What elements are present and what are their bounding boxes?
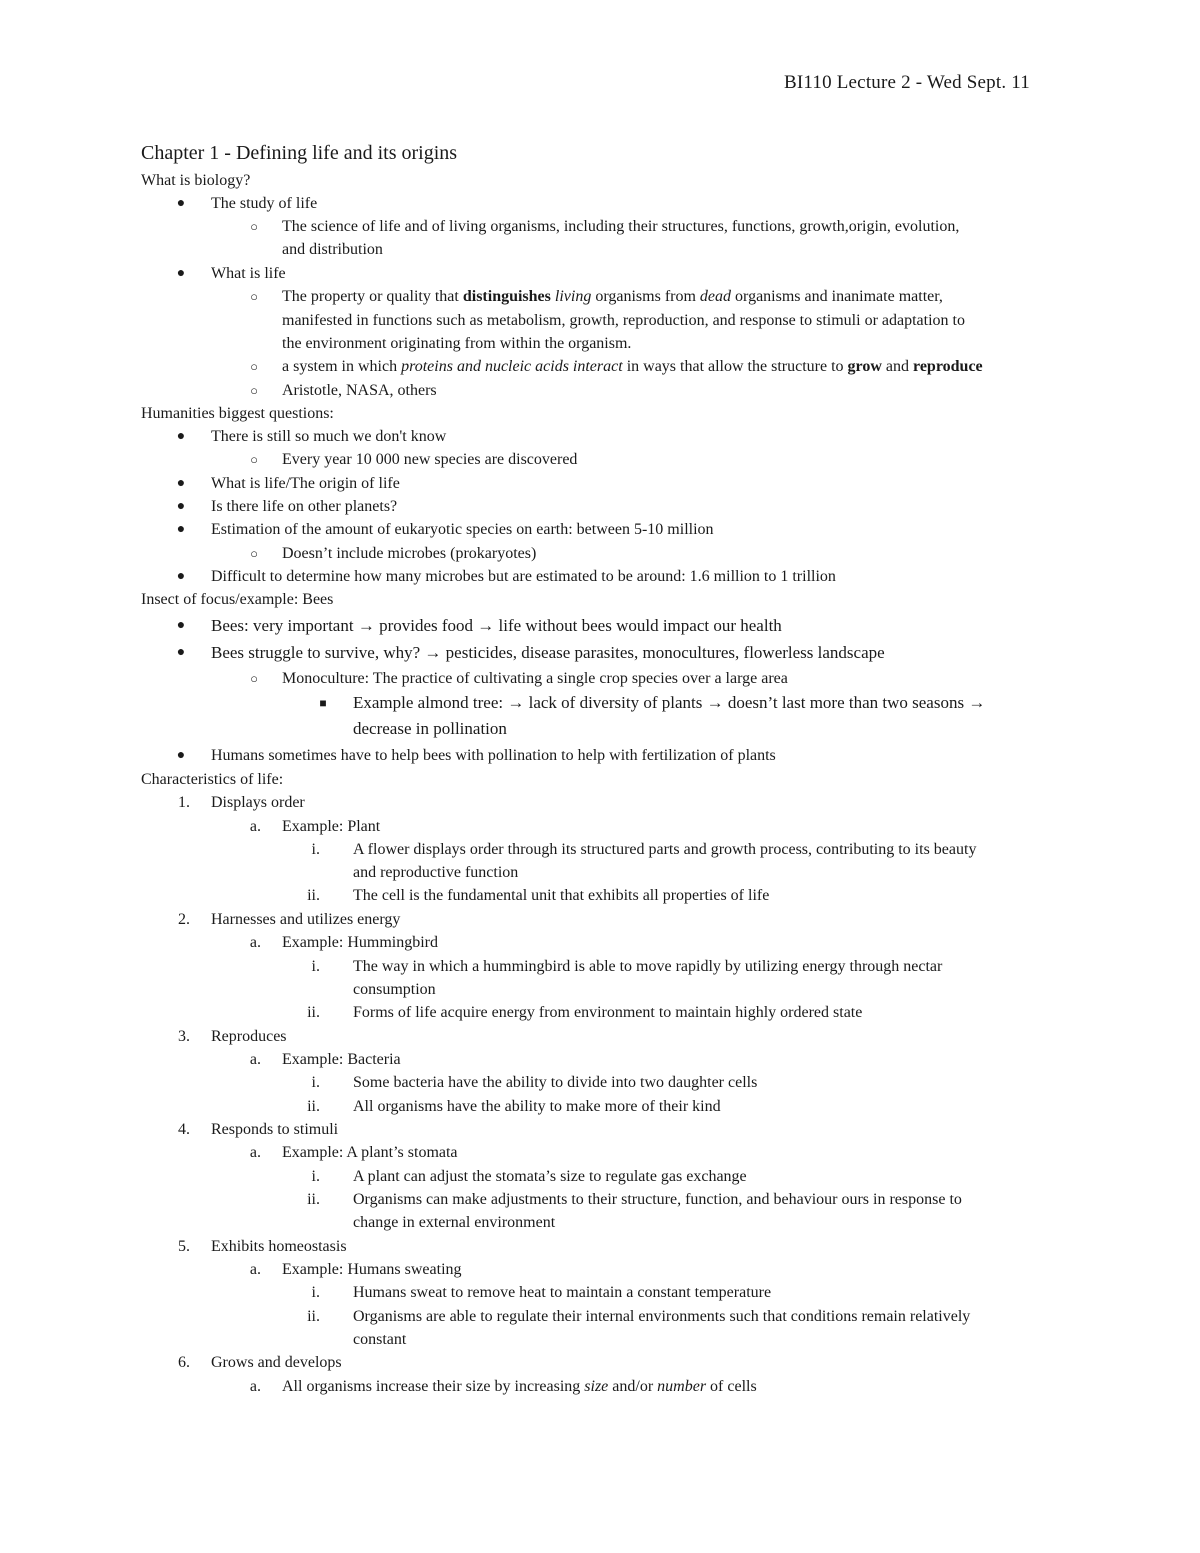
list-item: Organisms are able to regulate their internal environments such that conditions remain relatively	[353, 1308, 971, 1325]
list-item-continuation: the environment originating from within the organism.	[282, 335, 632, 352]
list-roman: ii.	[307, 1098, 320, 1115]
list-item: What is life/The origin of life	[211, 475, 400, 492]
list-item: Example: Bacteria	[282, 1051, 401, 1068]
bullet-circle: ○	[250, 452, 258, 467]
bold-term: grow	[847, 358, 882, 375]
list-item: Grows and develops	[211, 1354, 342, 1371]
list-item: Example almond tree: → lack of diversity of plants → doesn’t last more than two seasons →	[353, 693, 986, 712]
text-run: and/or	[608, 1378, 658, 1395]
list-item: Organisms can make adjustments to their structure, function, and behaviour ours in response to	[353, 1191, 962, 1208]
list-item: Example: A plant’s stomata	[282, 1144, 458, 1161]
list-item: Displays order	[211, 794, 305, 811]
text-run: in ways that allow the structure to	[622, 358, 848, 375]
list-item: Forms of life acquire energy from environment to maintain highly ordered state	[353, 1004, 863, 1021]
list-item: Reproduces	[211, 1028, 287, 1045]
list-number: 6.	[178, 1354, 190, 1371]
bullet-circle: ○	[250, 289, 258, 304]
list-letter: a.	[249, 1378, 261, 1395]
list-item: Every year 10 000 new species are discovered	[282, 451, 578, 468]
list-item: Monoculture: The practice of cultivating a single crop species over a large area	[282, 670, 788, 687]
list-roman: ii.	[307, 1004, 320, 1021]
list-item: Example: Humans sweating	[282, 1261, 462, 1278]
bold-term: distinguishes	[462, 288, 551, 305]
list-item: Estimation of the amount of eukaryotic species on earth: between 5-10 million	[211, 521, 714, 538]
bullet-circle: ○	[250, 546, 258, 561]
list-number: 1.	[178, 794, 190, 811]
list-roman: ii.	[307, 1308, 320, 1325]
list-item: The study of life	[211, 195, 318, 212]
list-number: 5.	[178, 1238, 190, 1255]
list-item: There is still so much we don't know	[211, 428, 447, 445]
list-item-continuation: manifested in functions such as metabolism, growth, reproduction, and response to stimuli or adaptation to	[282, 312, 965, 329]
list-item-continuation: and distribution	[282, 241, 383, 258]
list-item: A plant can adjust the stomata’s size to regulate gas exchange	[353, 1168, 747, 1185]
list-roman: i.	[311, 841, 320, 858]
bullet-disc: ●	[176, 476, 186, 491]
list-item: Responds to stimuli	[211, 1121, 339, 1138]
bullet-disc: ●	[176, 569, 186, 584]
list-item-continuation: decrease in pollination	[353, 719, 507, 738]
text-run: organisms from	[591, 288, 700, 305]
list-item: Humans sometimes have to help bees with pollination to help with fertilization of plants	[211, 747, 776, 764]
list-letter: a.	[249, 818, 261, 835]
list-item	[282, 287, 943, 307]
bullet-circle: ○	[250, 359, 258, 374]
list-letter: a.	[249, 1144, 261, 1161]
bullet-square: ■	[319, 696, 327, 710]
text-run: All organisms increase their size by increasing	[282, 1378, 585, 1395]
list-item: Doesn’t include microbes (prokaryotes)	[282, 545, 537, 562]
italic-term: proteins and nucleic acids interact	[401, 358, 623, 375]
italic-term: number	[657, 1378, 707, 1395]
list-item-continuation: constant	[353, 1331, 407, 1348]
list-item: Example: Plant	[282, 818, 381, 835]
list-item: Harnesses and utilizes energy	[211, 911, 401, 928]
list-roman: ii.	[307, 887, 320, 904]
list-item	[282, 1377, 757, 1397]
list-item: Exhibits homeostasis	[211, 1238, 347, 1255]
bullet-disc: ●	[176, 196, 186, 211]
list-item: The way in which a hummingbird is able to move rapidly by utilizing energy through nectar	[353, 958, 943, 975]
italic-term: dead	[699, 288, 732, 305]
list-item: The cell is the fundamental unit that exhibits all properties of life	[353, 887, 770, 904]
bullet-circle: ○	[250, 671, 258, 686]
list-item: Humans sweat to remove heat to maintain a constant temperature	[353, 1284, 772, 1301]
list-item: Is there life on other planets?	[211, 498, 398, 515]
list-item: The science of life and of living organisms, including their structures, functions, growth,origin, evolution,	[282, 218, 960, 235]
list-number: 3.	[178, 1028, 190, 1045]
list-letter: a.	[249, 1051, 261, 1068]
list-roman: i.	[311, 958, 320, 975]
list-number: 4.	[178, 1121, 190, 1138]
italic-term: living	[554, 288, 592, 305]
bullet-disc: ●	[176, 429, 186, 444]
list-item: Example: Hummingbird	[282, 934, 438, 951]
list-item: Difficult to determine how many microbes but are estimated to be around: 1.6 million to 1 trillion	[211, 568, 836, 585]
list-item: Bees struggle to survive, why? → pesticides, disease parasites, monocultures, flowerless landscape	[211, 643, 885, 662]
section-heading-bees: Insect of focus/example: Bees	[141, 591, 334, 608]
list-item	[282, 357, 983, 377]
text-run: of cells	[706, 1378, 757, 1395]
bullet-disc: ●	[176, 522, 186, 537]
text-run: a system in which	[282, 358, 402, 375]
text-run: and	[881, 358, 914, 375]
section-heading-characteristics: Characteristics of life:	[141, 771, 284, 788]
list-roman: i.	[311, 1168, 320, 1185]
list-item-continuation: consumption	[353, 981, 436, 998]
list-item: Bees: very important → provides food → life without bees would impact our health	[211, 616, 782, 635]
list-item-continuation: change in external environment	[353, 1214, 556, 1231]
list-number: 2.	[178, 911, 190, 928]
bullet-circle: ○	[250, 383, 258, 398]
list-roman: ii.	[307, 1191, 320, 1208]
bold-term: reproduce	[913, 358, 983, 375]
list-item: Some bacteria have the ability to divide into two daughter cells	[353, 1074, 758, 1091]
list-item: What is life	[211, 265, 286, 282]
bullet-disc: ●	[176, 748, 186, 763]
section-heading-questions: Humanities biggest questions:	[141, 405, 334, 422]
list-item: A flower displays order through its structured parts and growth process, contributing to its beauty	[353, 841, 977, 858]
list-roman: i.	[311, 1284, 320, 1301]
list-roman: i.	[311, 1074, 320, 1091]
text-run: The property or quality that	[282, 288, 463, 305]
list-item: All organisms have the ability to make more of their kind	[353, 1098, 721, 1115]
list-item: Aristotle, NASA, others	[282, 382, 437, 399]
bullet-disc: ●	[176, 618, 186, 633]
chapter-title: Chapter 1 - Defining life and its origins	[141, 142, 458, 164]
bullet-disc: ●	[176, 266, 186, 281]
bullet-circle: ○	[250, 219, 258, 234]
bullet-disc: ●	[176, 499, 186, 514]
italic-term: size	[584, 1378, 609, 1395]
section-heading-what-is-biology: What is biology?	[141, 172, 251, 189]
list-letter: a.	[249, 934, 261, 951]
text-run: organisms and inanimate matter,	[731, 288, 943, 305]
list-letter: a.	[249, 1261, 261, 1278]
list-item-continuation: and reproductive function	[353, 864, 519, 881]
page-header: BI110 Lecture 2 - Wed Sept. 11	[784, 72, 1030, 93]
bullet-disc: ●	[176, 645, 186, 660]
